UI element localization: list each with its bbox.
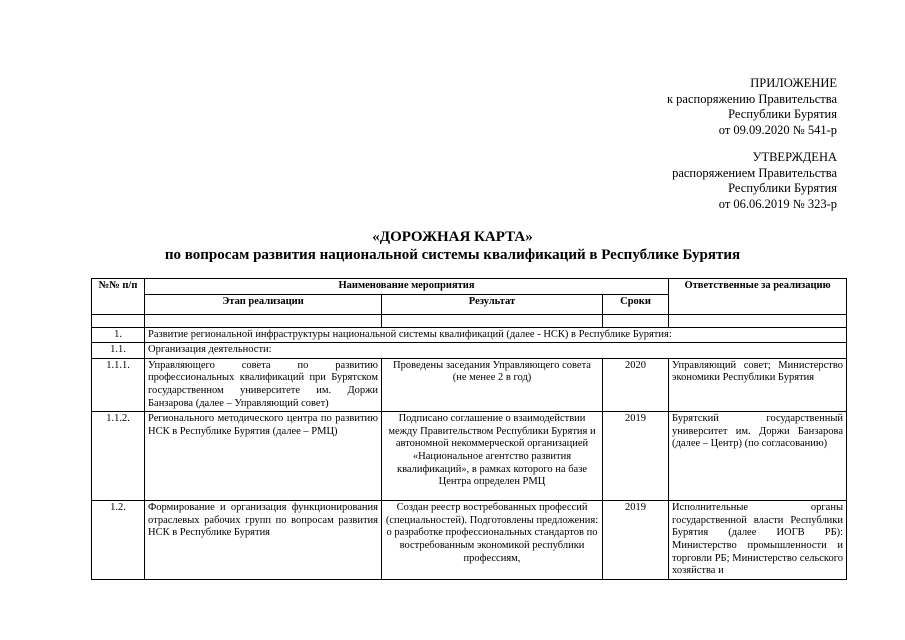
title-line-2: по вопросам развития национальной системы квалификаций в Республике Бурятия bbox=[164, 247, 741, 263]
header-activity: Наименование мероприятия bbox=[145, 279, 669, 295]
row-num: 1.2. bbox=[92, 501, 145, 580]
appendix-line-2: к распоряжению Правительства bbox=[666, 91, 837, 106]
table-gap-row bbox=[92, 314, 847, 327]
header-result: Результат bbox=[382, 294, 603, 314]
appendix-line-1: ПРИЛОЖЕНИЕ bbox=[750, 76, 837, 90]
table-row bbox=[92, 358, 847, 411]
approved-line-2: распоряжением Правительства bbox=[672, 165, 837, 180]
row-num: 1.1. bbox=[92, 343, 145, 359]
title-line-1: «ДОРОЖНАЯ КАРТА» bbox=[372, 229, 533, 245]
approved-block bbox=[672, 150, 837, 212]
approved-line-4: от 06.06.2019 № 323-р bbox=[718, 196, 837, 211]
row-stage: Развитие региональной инфраструктуры национальной системы квалификаций (далее - НСК) в Республике Бурятия: bbox=[145, 327, 847, 343]
row-responsible: Исполнительные органы государственной власти Республики Бурятия (далее ИОГВ РБ): Министерство промышленности и торговли РБ; Министерство сельского хозяйства и bbox=[669, 501, 847, 580]
table-row bbox=[92, 501, 847, 580]
appendix-block bbox=[667, 76, 837, 138]
appendix-line-3: Республики Бурятия bbox=[728, 107, 837, 122]
header-stage: Этап реализации bbox=[145, 294, 382, 314]
roadmap-table bbox=[91, 278, 847, 580]
row-num: 1. bbox=[92, 327, 145, 343]
appendix-line-4: от 09.09.2020 № 541-р bbox=[718, 122, 837, 137]
row-result: Проведены заседания Управляющего совета (не менее 2 в год) bbox=[382, 358, 603, 411]
row-stage: Регионального методического центра по развитию НСК в Республике Бурятия (далее – РМЦ) bbox=[145, 412, 382, 501]
row-deadline: 2019 bbox=[603, 412, 669, 501]
row-responsible: Бурятский государственный университет им. Доржи Банзарова (далее – Центр) (по согласованию) bbox=[669, 412, 847, 501]
row-deadline: 2020 bbox=[603, 358, 669, 411]
table-row bbox=[92, 412, 847, 501]
row-num: 1.1.2. bbox=[92, 412, 145, 501]
row-num: 1.1.1. bbox=[92, 358, 145, 411]
table-row bbox=[92, 343, 847, 359]
row-stage: Формирование и организация функционирования отраслевых рабочих групп по вопросам развития НСК в Республике Бурятия bbox=[145, 501, 382, 580]
header-responsible: Ответственные за реализацию bbox=[669, 279, 847, 315]
document-title bbox=[0, 228, 905, 264]
header-deadline: Сроки bbox=[603, 294, 669, 314]
approved-line-3: Республики Бурятия bbox=[728, 181, 837, 196]
row-result: Создан реестр востребованных профессий (специальностей). Подготовлены предложения: о разработке профессиональных стандартов по востребованным экономикой республики профессиям, bbox=[382, 501, 603, 580]
row-deadline: 2019 bbox=[603, 501, 669, 580]
row-stage: Управляющего совета по развитию профессиональных квалификаций при Бурятском государственном университете им. Доржи Банзарова (далее – Управляющий совет) bbox=[145, 358, 382, 411]
header-num: №№ п/п bbox=[92, 279, 145, 315]
table-row bbox=[92, 327, 847, 343]
approved-line-1: УТВЕРЖДЕНА bbox=[752, 150, 837, 164]
table-header-row bbox=[92, 279, 847, 295]
row-result: Подписано соглашение о взаимодействии между Правительством Республики Бурятия и автономной некоммерческой организацией «Национальное агентство развития квалификаций», в рамках которого на базе Центра определен РМЦ bbox=[382, 412, 603, 501]
row-stage: Организация деятельности: bbox=[145, 343, 847, 359]
row-responsible: Управляющий совет; Министерство экономики Республики Бурятия bbox=[669, 358, 847, 411]
